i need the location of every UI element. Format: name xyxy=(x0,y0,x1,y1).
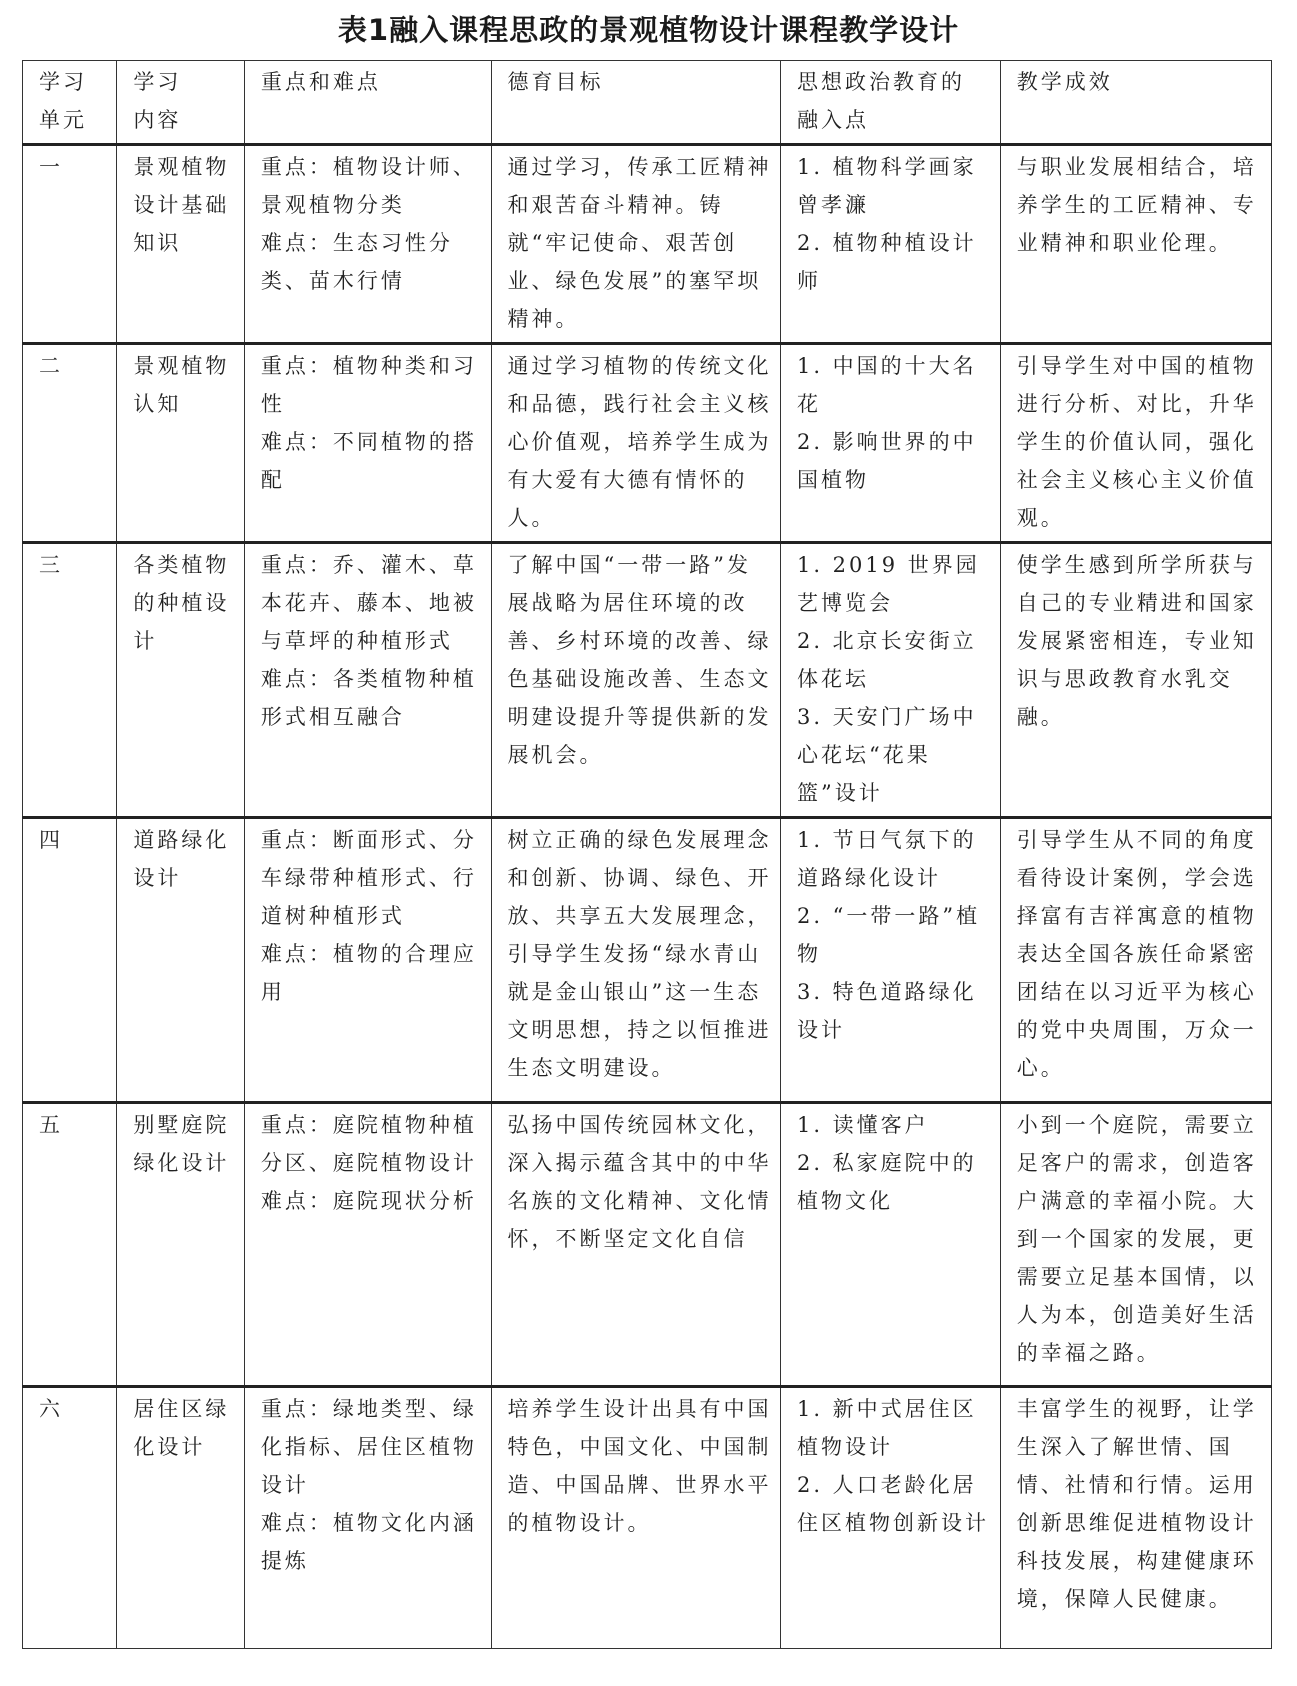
cell-goal: 了解中国“一带一路”发展战略为居住环境的改善、乡村环境的改善、绿色基础设施改善、生态文明建设提升等提供新的发展机会。 xyxy=(491,543,780,818)
cell-keypoints: 重点：断面形式、分车绿带种植形式、行道树种植形式 难点：植物的合理应用 xyxy=(244,818,491,1103)
cell-integration: 1. 2019 世界园艺博览会 2. 北京长安街立体花坛 3. 天安门广场中心花坛“花果篮”设计 xyxy=(780,543,1000,818)
cell-goal: 通过学习，传承工匠精神和艰苦奋斗精神。铸就“牢记使命、艰苦创业、绿色发展”的塞罕坝精神。 xyxy=(491,145,780,344)
cell-outcome: 引导学生从不同的角度看待设计案例，学会选择富有吉祥寓意的植物表达全国各族任命紧密团结在以习近平为核心的党中央周围，万众一心。 xyxy=(1000,818,1271,1103)
table-row xyxy=(23,543,1272,818)
cell-outcome: 使学生感到所学所获与自己的专业精进和国家发展紧密相连，专业知识与思政教育水乳交融。 xyxy=(1000,543,1271,818)
cell-outcome: 小到一个庭院，需要立足客户的需求，创造客户满意的幸福小院。大到一个国家的发展，更需要立足基本国情，以人为本，创造美好生活的幸福之路。 xyxy=(1000,1103,1271,1387)
cell-goal: 通过学习植物的传统文化和品德，践行社会主义核心价值观，培养学生成为有大爱有大德有情怀的人。 xyxy=(491,344,780,543)
cell-content: 景观植物认知 xyxy=(117,344,245,543)
table-row xyxy=(23,145,1272,344)
header-keypoints: 重点和难点 xyxy=(244,61,491,145)
cell-content: 居住区绿化设计 xyxy=(117,1387,245,1649)
cell-keypoints: 重点：绿地类型、绿化指标、居住区植物设计 难点：植物文化内涵提炼 xyxy=(244,1387,491,1649)
cell-content: 景观植物设计基础知识 xyxy=(117,145,245,344)
cell-unit: 一 xyxy=(23,145,117,344)
cell-outcome: 丰富学生的视野，让学生深入了解世情、国情、社情和行情。运用创新思维促进植物设计科技发展，构建健康环境，保障人民健康。 xyxy=(1000,1387,1271,1649)
cell-integration: 1. 新中式居住区植物设计 2. 人口老龄化居住区植物创新设计 xyxy=(780,1387,1000,1649)
table-row xyxy=(23,1387,1272,1649)
cell-outcome: 引导学生对中国的植物进行分析、对比，升华学生的价值认同，强化社会主义核心主义价值观。 xyxy=(1000,344,1271,543)
table-row xyxy=(23,344,1272,543)
header-integration: 思想政治教育的 融入点 xyxy=(780,61,1000,145)
cell-unit: 二 xyxy=(23,344,117,543)
cell-unit: 三 xyxy=(23,543,117,818)
cell-keypoints: 重点：乔、灌木、草本花卉、藤本、地被与草坪的种植形式 难点：各类植物种植形式相互融合 xyxy=(244,543,491,818)
table-row xyxy=(23,818,1272,1103)
header-content: 学习 内容 xyxy=(117,61,245,145)
header-unit: 学习 单元 xyxy=(23,61,117,145)
cell-unit: 六 xyxy=(23,1387,117,1649)
cell-content: 别墅庭院绿化设计 xyxy=(117,1103,245,1387)
cell-content: 各类植物的种植设计 xyxy=(117,543,245,818)
cell-integration: 1. 中国的十大名花 2. 影响世界的中国植物 xyxy=(780,344,1000,543)
header-outcome: 教学成效 xyxy=(1000,61,1271,145)
header-row xyxy=(23,61,1272,145)
cell-unit: 五 xyxy=(23,1103,117,1387)
cell-outcome: 与职业发展相结合，培养学生的工匠精神、专业精神和职业伦理。 xyxy=(1000,145,1271,344)
cell-integration: 1. 读懂客户 2. 私家庭院中的植物文化 xyxy=(780,1103,1000,1387)
cell-goal: 培养学生设计出具有中国特色，中国文化、中国制造、中国品牌、世界水平的植物设计。 xyxy=(491,1387,780,1649)
cell-goal: 树立正确的绿色发展理念和创新、协调、绿色、开放、共享五大发展理念，引导学生发扬“绿水青山就是金山银山”这一生态文明思想，持之以恒推进生态文明建设。 xyxy=(491,818,780,1103)
header-goal: 德育目标 xyxy=(491,61,780,145)
table-row xyxy=(23,1103,1272,1387)
cell-goal: 弘扬中国传统园林文化，深入揭示蕴含其中的中华名族的文化精神、文化情怀，不断坚定文化自信 xyxy=(491,1103,780,1387)
cell-keypoints: 重点：植物种类和习性 难点：不同植物的搭配 xyxy=(244,344,491,543)
cell-integration: 1. 植物科学画家曾孝濂 2. 植物种植设计师 xyxy=(780,145,1000,344)
cell-unit: 四 xyxy=(23,818,117,1103)
teaching-design-table xyxy=(22,60,1272,1649)
cell-integration: 1. 节日气氛下的道路绿化设计 2. “一带一路”植物 3. 特色道路绿化设计 xyxy=(780,818,1000,1103)
cell-content: 道路绿化设计 xyxy=(117,818,245,1103)
cell-keypoints: 重点：庭院植物种植分区、庭院植物设计 难点：庭院现状分析 xyxy=(244,1103,491,1387)
cell-keypoints: 重点：植物设计师、景观植物分类 难点：生态习性分类、苗木行情 xyxy=(244,145,491,344)
table-title: 表1融入课程思政的景观植物设计课程教学设计 xyxy=(337,13,960,47)
